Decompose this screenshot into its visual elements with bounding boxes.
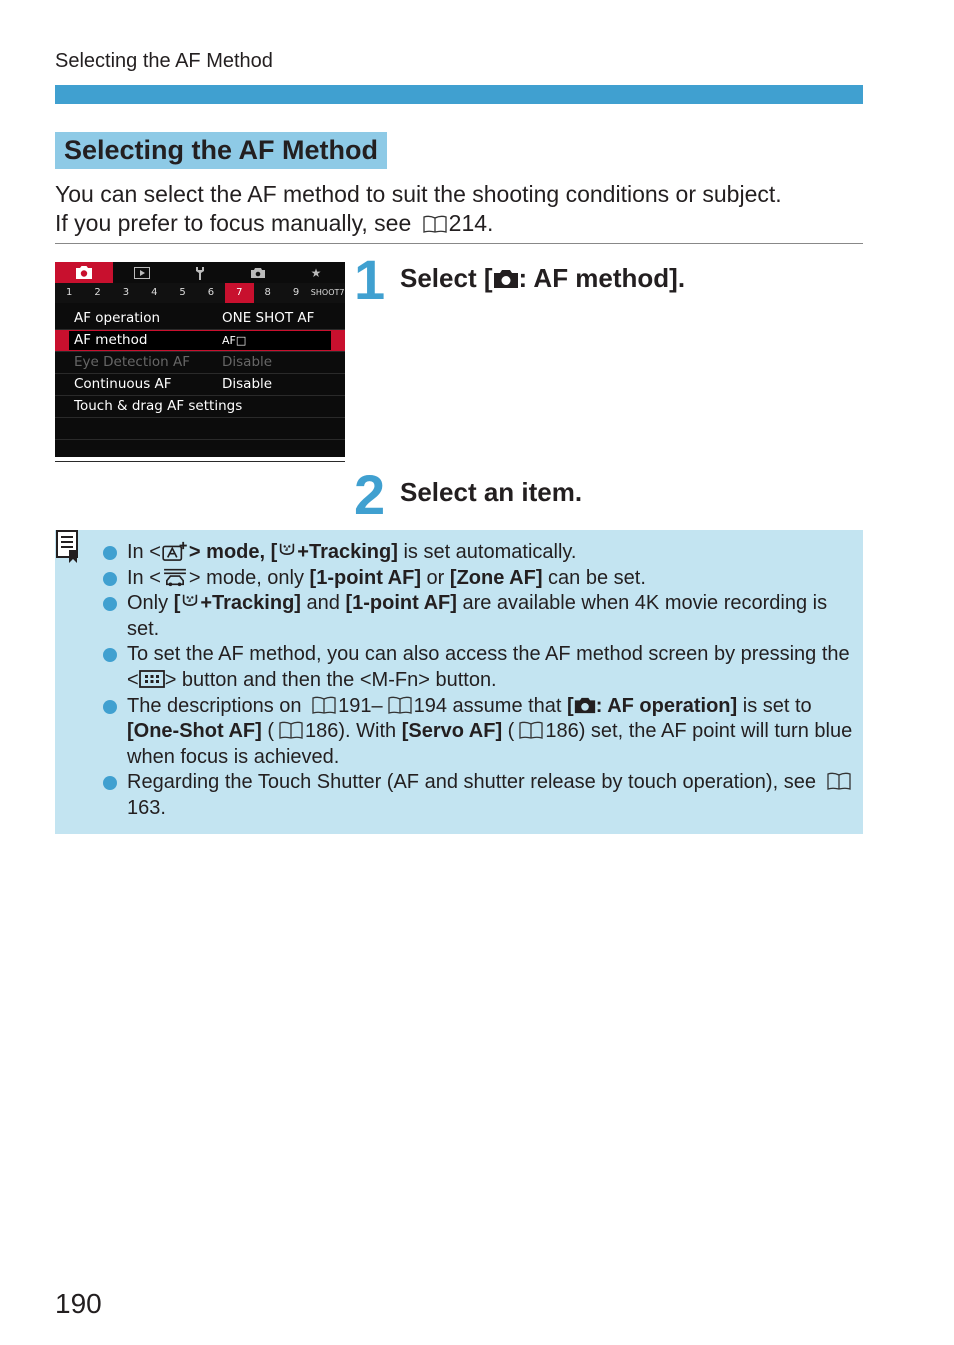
wrench-icon (171, 262, 229, 283)
intro-line-2: If you prefer to focus manually, see 214. (55, 210, 494, 236)
scene-intelligent-auto-icon (161, 541, 189, 561)
hybrid-auto-icon (161, 567, 189, 587)
intro-text (55, 180, 782, 238)
list-item: In < > mode, [ +Tracking] is set automatically. (103, 540, 853, 566)
book-ref-icon (826, 772, 852, 790)
menu-row-empty (55, 440, 345, 462)
page-5: 5 (179, 287, 186, 298)
camera-menu-screen (55, 262, 345, 457)
note-list (103, 540, 853, 822)
menu-tabs (55, 262, 345, 283)
menu-rows (55, 308, 345, 462)
menu-page-numbers (55, 283, 345, 303)
face-tracking-icon (180, 592, 200, 612)
intro-line-1: You can select the AF method to suit the shooting conditions or subject. (55, 181, 782, 207)
list-item: Regarding the Touch Shutter (AF and shutter release by touch operation), see 163. (103, 770, 853, 821)
menu-row-continuous-af: Continuous AF Disable (55, 374, 345, 396)
menu-row-af-operation: AF operation ONE SHOT AF (55, 308, 345, 330)
intro-prefix: If you prefer to focus manually, see (55, 210, 418, 236)
step-1-number: 1 (354, 248, 386, 311)
camera-icon (574, 697, 596, 714)
page-1: 1 (65, 287, 73, 298)
book-ref-icon (311, 696, 337, 714)
book-ref-icon (387, 696, 413, 714)
running-head: Selecting the AF Method (55, 50, 273, 72)
section-title: Selecting the AF Method (55, 132, 387, 169)
page-6: 6 (207, 287, 215, 298)
step-2-number: 2 (354, 463, 386, 526)
af-point-select-icon (139, 669, 165, 689)
custom-icon (229, 262, 287, 283)
list-item: In < > mode, only [1-point AF] or [Zone AF] can be set. (103, 566, 853, 592)
mfn-button-label: M-Fn (371, 668, 419, 691)
step-1-text: Select [ : AF method]. (400, 263, 686, 293)
page-8: 8 (264, 287, 271, 298)
menu-row-af-method: AF method AF□ (55, 330, 345, 352)
menu-page-label: SHOOT7 (310, 288, 345, 297)
camera-icon (55, 262, 113, 283)
book-ref-icon (422, 215, 448, 233)
page-7: 7 (225, 283, 253, 303)
playback-icon (113, 262, 171, 283)
step-2-text: Select an item. (400, 477, 583, 507)
memo-icon (56, 530, 80, 564)
intro-ref-page[interactable]: 214 (448, 210, 488, 236)
list-item: Only [ +Tracking] and [1-point AF] are available when 4K movie recording is set. (103, 591, 853, 642)
face-tracking-icon (277, 541, 297, 561)
book-ref-icon (278, 721, 304, 739)
page-number: 190 (55, 1288, 102, 1319)
book-ref-icon (518, 721, 544, 739)
page-2: 2 (94, 287, 101, 298)
page-9: 9 (292, 287, 300, 298)
page-3: 3 (122, 287, 130, 298)
page-4: 4 (151, 287, 158, 298)
menu-row-eye-detection: Eye Detection AF Disable (55, 352, 345, 374)
menu-row-empty (55, 418, 345, 440)
header-bar (55, 85, 863, 104)
list-item: The descriptions on 191– 194 assume that [ : AF operation] is set to [One-Shot AF] ( 186). With [Servo AF] ( 186) set, the AF point will turn blue when focus is achieved. (103, 694, 853, 771)
list-item: To set the AF method, you can also access the AF method screen by pressing the < > button and then the <M-Fn> button. (103, 642, 853, 693)
intro-rule (55, 243, 863, 244)
star-icon: ★ (310, 265, 322, 280)
menu-row-touch-drag: Touch & drag AF settings (55, 396, 345, 418)
camera-icon (493, 269, 519, 289)
